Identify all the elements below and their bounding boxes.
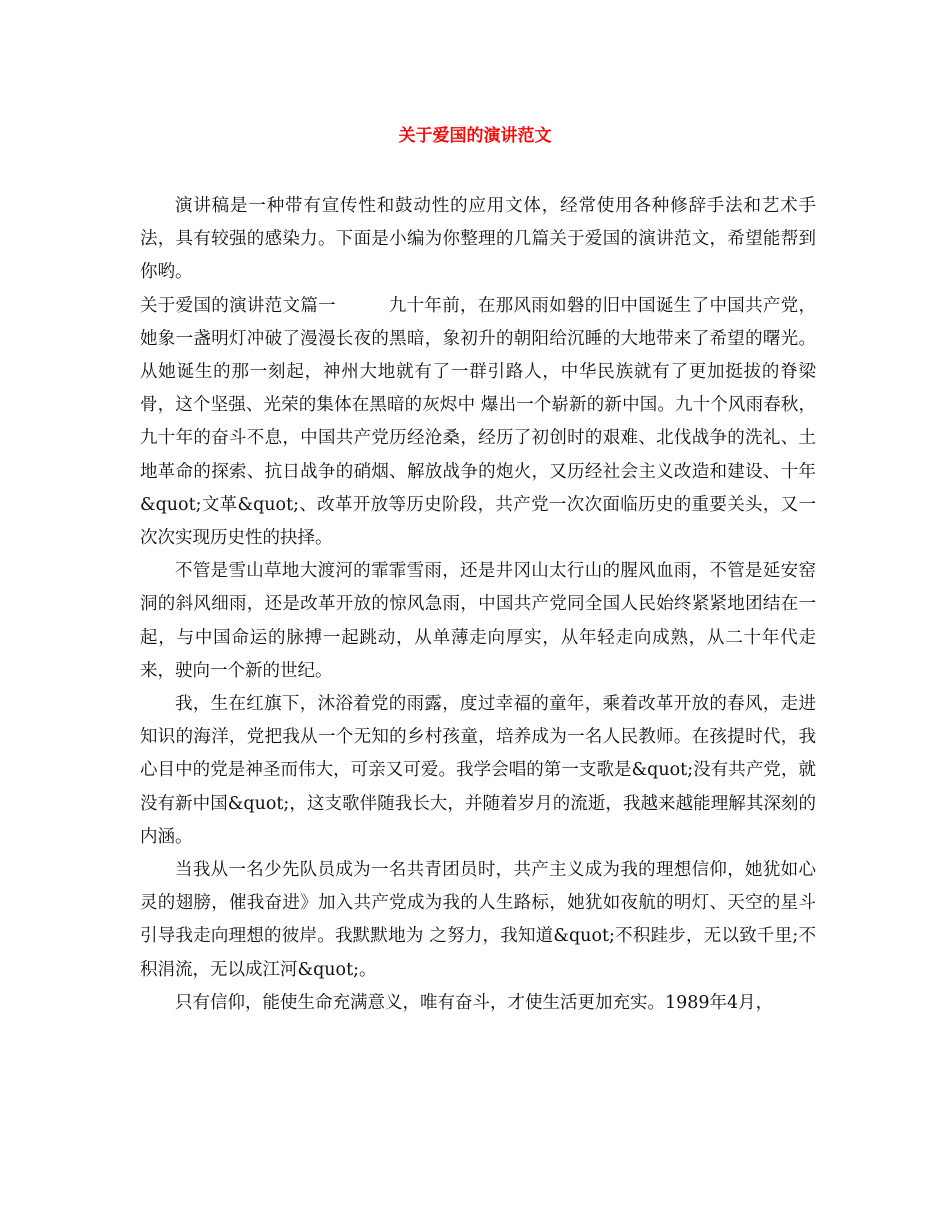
document-title: 关于爱国的演讲范文 bbox=[398, 126, 552, 146]
body-paragraph-2: 我，生在红旗下，沐浴着党的雨露，度过幸福的童年，乘着改革开放的春风，走进知识的海洋，党把我从一个无知的乡村孩童，培养成为一名人民教师。在孩提时代，我心目中的党是神圣而伟大，可亲又可爱。我学会唱的第一支歌是&quot;没有共产党，就没有新中国&quot;，这支歌伴随我长大，并随着岁月的流逝，我越来越能理解其深刻的内涵。 bbox=[140, 694, 816, 847]
document-body bbox=[140, 190, 816, 1020]
section-first-paragraph: 九十年前，在那风雨如磐的旧中国诞生了中国共产党，她象一盏明灯冲破了漫漫长夜的黑暗，象初升的朝阳给沉睡的大地带来了希望的曙光。从她诞生的那一刻起，神州大地就有了一群引路人，中华民族就有了更加挺拔的脊梁骨，这个坚强、光荣的集体在黑暗的灰烬中 爆出一个崭新的新中国。九十个风雨春秋，九十年的奋斗不息，中国共产党历经沧桑，经历了初创时的艰难、北伐战争的洗礼、土地革命的探索、抗日战争的硝烟、解放战争的炮火，又历经社会主义改造和建设、十年&quot;文革&quot;、改革开放等历史阶段，共产党一次次面临历史的重要关头，又一次次实现历史性的抉择。 bbox=[140, 295, 817, 549]
body-paragraph-3: 当我从一名少先队员成为一名共青团员时，共产主义成为我的理想信仰，她犹如心灵的翅膀，催我奋进》加入共产党成为我的人生路标，她犹如夜航的明灯、天空的星斗引导我走向理想的彼岸。我默默地为 之努力，我知道&quot;不积跬步，无以致千里;不积涓流，无以成江河&quot;。 bbox=[140, 860, 816, 980]
section-heading: 关于爱国的演讲范文篇一 bbox=[140, 295, 336, 316]
body-paragraph-1: 不管是雪山草地大渡河的霏霏雪雨，还是井冈山太行山的腥风血雨，不管是延安窑洞的斜风细雨，还是改革开放的惊风急雨，中国共产党同全国人民始终紧紧地团结在一起，与中国命运的脉搏一起跳动，从单薄走向厚实，从年轻走向成熟，从二十年代走来，驶向一个新的世纪。 bbox=[140, 561, 816, 681]
body-paragraph-4: 只有信仰，能使生命充满意义，唯有奋斗，才使生活更加充实。1989年4月， bbox=[175, 992, 774, 1013]
intro-paragraph: 演讲稿是一种带有宣传性和鼓动性的应用文体，经常使用各种修辞手法和艺术手法，具有较强的感染力。下面是小编为你整理的几篇关于爱国的演讲范文，希望能帮到你哟。 bbox=[140, 196, 816, 283]
section-paragraph bbox=[140, 290, 816, 556]
